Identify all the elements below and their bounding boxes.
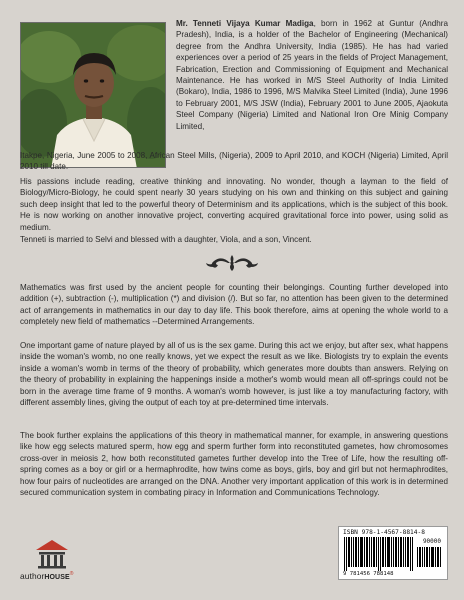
summary-paragraph-2: One important game of nature played by all of us is the sex game. During this act we enjoy, but after sex, what happens inside the woman's womb, no one really knows, yet we expect the result as we like. Biologists try to explain the events inside a woman's womb in terms of the theory of probability, which generates more doubts than answers. Relying on the theory of probability in explaining the happenings inside a mother's womb would mean all off-springs could not be born in the average time frame of 9 months. A woman's womb however, is just like a toy manufacturing factory, with different assembly lines, giving the output of each toy at pre-determined time intervals. [20,341,448,408]
author-passions-paragraph: His passions include reading, creative thinking and innovating. No wonder, though a layman to the field of Biology/Micro-Biology, he could spent nearly 30 years studying on his own and thinking on this subject and gaining such deep insight that led to the powerful theory of Determinism and its applications, which is the subject of this book. He is now working on another innovative project, converting acquired gravitational force into power, using solid as medium. [20,177,448,232]
summary-paragraph-3: The book further explains the applications of this theory in mathematical manner, for example, in answering questions like how egg selects matured sperm, how egg and sperm further form into reconstituted gametes, how chromosomes cross-over in meiosis 2, how both reconstituted gametes further develop into the Tree of Life, how the resulting off-spring comes as a boy or girl or a hermaphrodite, how twins come as boys, girls, boy and girl but not hermaphrodites, how four pairs of nucleotides are arranged on the DNA. Another very important application of this work is in determined secured communication system in combating piracy in Information and Communications Technology. [20,431,448,498]
price-code: 90000 [422,538,441,545]
publisher-name-suffix: HOUSE [44,574,70,581]
author-bio-text: , born in 1962 at Guntur (Andhra Pradesh), India, is a holder of the Bachelor of Engineering (Mechanical) degree from the Andhra University, India (1985). He has had varied experiences over a period of 25 years in the fields of Project Management, Fabrication, Erection and Commissioning of Equipment and Mechanical Maintenance. He has worked in M/S Steel Authority of India Limited (Bokaro), India, 1986 to 1996, M/S Malvika Steel Limited (India), June 1996 to February 2001, M/S JSW (India), February 2001 to June 2005, Ajaokuta Steel Company (Nigeria) Limited and National Iron Ore Minig Company Limited, [176,19,448,131]
publisher-name [20,571,74,581]
publisher-logo [18,538,98,584]
isbn-barcode [338,526,448,580]
author-family-paragraph: Tenneti is married to Selvi and blessed with a daughter, Viola, and a son, Vincent. [20,235,312,244]
isbn-label: ISBN 978-1-4567-8814-8 [343,529,425,536]
author-name: Mr. Tenneti Vijaya Kumar Madiga [176,19,314,28]
authorhouse-logo-icon [34,538,70,570]
author-photo [20,22,166,168]
price-barcode-bars [417,547,441,567]
author-bio-intro [176,18,448,132]
registered-mark: ® [69,571,74,578]
author-bio-continued: Itakpe, Nigeria, June 2005 to 2008, African Steel Mills, (Nigeria), 2009 to April 2010, and KOCH (Nigeria) Limited, April 2010 till date. [20,151,448,172]
publisher-name-prefix: author [20,571,45,581]
summary-paragraph-1: Mathematics was first used by the ancient people for counting their belongings. Counting further developed into addition (+), subtraction (-), multiplication (*) and division (/). But so far, no attention has been given to the determined act of arrangements in mathematics in our day to day life. This book therefore, aims at opening the whole world to a completely new field of mathematics --Determined Arrangements. [20,283,448,327]
barcode-bars [344,537,416,571]
barcode-number: 9 781456 788148 [343,571,394,577]
fleuron-ornament-icon [204,253,260,273]
